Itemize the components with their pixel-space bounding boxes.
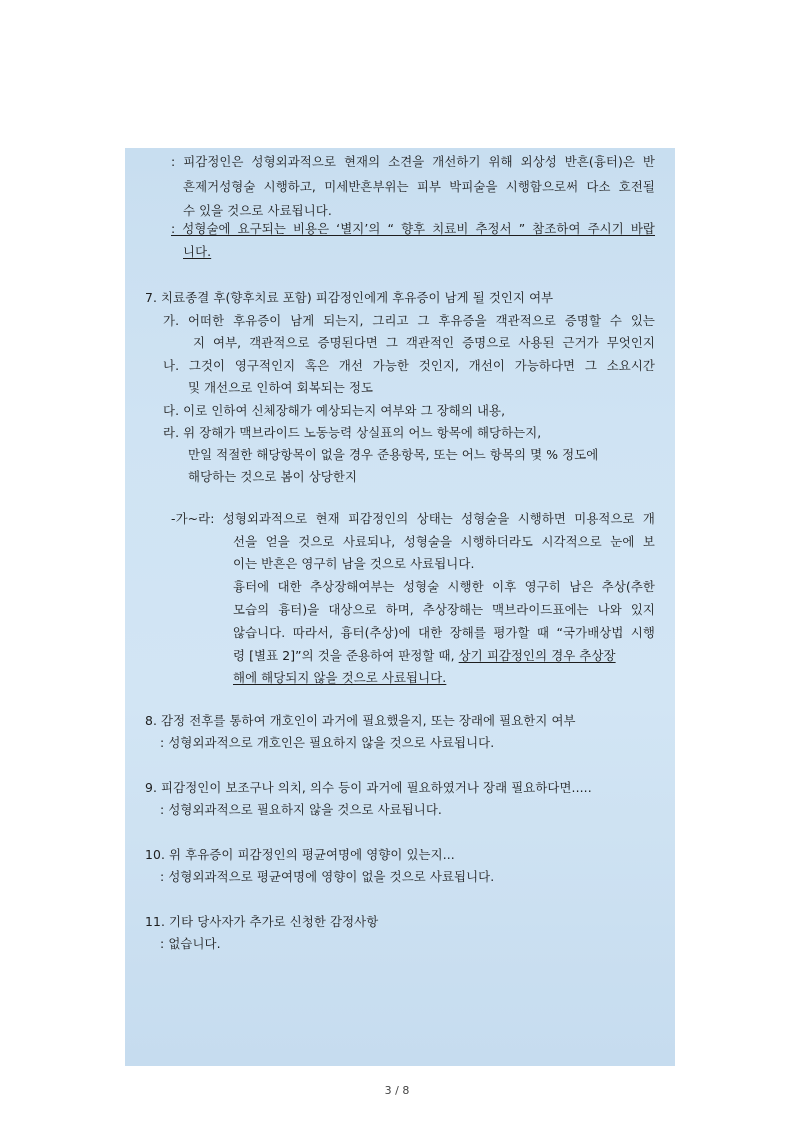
answer7-line5: 모습의 흉터)을 대상으로 하며, 추상장해는 맥브라이드표에는 나와 있지: [233, 602, 655, 617]
answer6-line2: 흔제거성형술 시행하고, 미세반흔부위는 피부 박피술을 시행함으로써 다소 호전될: [183, 179, 655, 194]
answer7-line2: 선을 얻을 것으로 사료되나, 성형술을 시행하더라도 시각적으로 눈에 보: [233, 534, 655, 549]
answer7-line1: -가~라: 성형외과적으로 현재 피감정인의 상태는 성형술을 시행하면 미용적으로 개: [171, 511, 655, 526]
answer6-line1: : 피감정인은 성형외과적으로 현재의 소견을 개선하기 위해 외상성 반흔(흉터)은 반: [171, 154, 655, 169]
item9-question: 9. 피감정인이 보조구나 의치, 의수 등이 과거에 필요하였거나 장래 필요하다면.....: [145, 780, 592, 795]
answer6-line3: 수 있을 것으로 사료됩니다.: [183, 203, 332, 218]
answer7-line8: 해에 해당되지 않을 것으로 사료됩니다.: [233, 670, 447, 685]
item7-ra-line1: 라. 위 장해가 맥브라이드 노동능력 상실표의 어느 항목에 해당하는지,: [163, 425, 542, 440]
item7-ga-line2: 지 여부, 객관적으로 증명된다면 그 객관적인 증명으로 사용된 근거가 무엇인지: [193, 335, 655, 350]
item8-answer: : 성형외과적으로 개호인은 필요하지 않을 것으로 사료됩니다.: [160, 735, 495, 750]
item9-answer: : 성형외과적으로 필요하지 않을 것으로 사료됩니다.: [160, 802, 442, 817]
item7-ga-line1: 가. 어떠한 후유증이 남게 되는지, 그리고 그 후유증을 객관적으로 증명할 수 있는: [163, 313, 655, 328]
item10-answer: : 성형외과적으로 평균여명에 영향이 없을 것으로 사료됩니다.: [160, 869, 495, 884]
item11-question: 11. 기타 당사자가 추가로 신청한 감정사항: [145, 914, 379, 929]
answer7-line7-underlined: 상기 피감정인의 경우 추상장: [458, 648, 616, 663]
cost-note-line2: 니다.: [183, 244, 212, 259]
answer7-line6: 않습니다. 따라서, 흉터(추상)에 대한 장해를 평가할 때 “국가배상법 시행: [233, 625, 655, 640]
answer7-line7: [233, 648, 616, 664]
answer7-line3: 이는 반흔은 영구히 남을 것으로 사료됩니다.: [233, 556, 475, 571]
answer7-line4: 흉터에 대한 추상장해여부는 성형술 시행한 이후 영구히 남은 추상(추한: [233, 579, 655, 594]
cost-note-line1: : 성형술에 요구되는 비용은 ‘별지’의 “ 향후 치료비 추정서 ” 참조하여 주시기 바랍: [171, 221, 655, 236]
item11-answer: : 없습니다.: [160, 936, 221, 951]
answer7-line7-text: 령 [별표 2]”의 것을 준용하여 판정할 때,: [233, 648, 459, 663]
item7-na-line2: 및 개선으로 인하여 회복되는 정도: [188, 380, 374, 395]
item7-na-line1: 나. 그것이 영구적인지 혹은 개선 가능한 것인지, 개선이 가능하다면 그 소요시간: [163, 358, 655, 373]
item7-ra-line2: 만일 적절한 해당항목이 없을 경우 준용항목, 또는 어느 항목의 몇 % 정도에: [188, 447, 599, 462]
item7-heading: 7. 치료종결 후(향후치료 포함) 피감정인에게 후유증이 남게 될 것인지 여부: [145, 290, 554, 305]
item7-ra-line3: 해당하는 것으로 봄이 상당한지: [188, 469, 358, 484]
item10-question: 10. 위 후유증이 피감정인의 평균여명에 영향이 있는지...: [145, 847, 455, 862]
item8-question: 8. 감정 전후를 통하여 개호인이 과거에 필요했을지, 또는 장래에 필요한지 여부: [145, 713, 576, 728]
page-number: 3 / 8: [384, 1084, 410, 1097]
item7-da: 다. 이로 인하여 신체장해가 예상되는지 여부와 그 장해의 내용,: [163, 403, 506, 418]
